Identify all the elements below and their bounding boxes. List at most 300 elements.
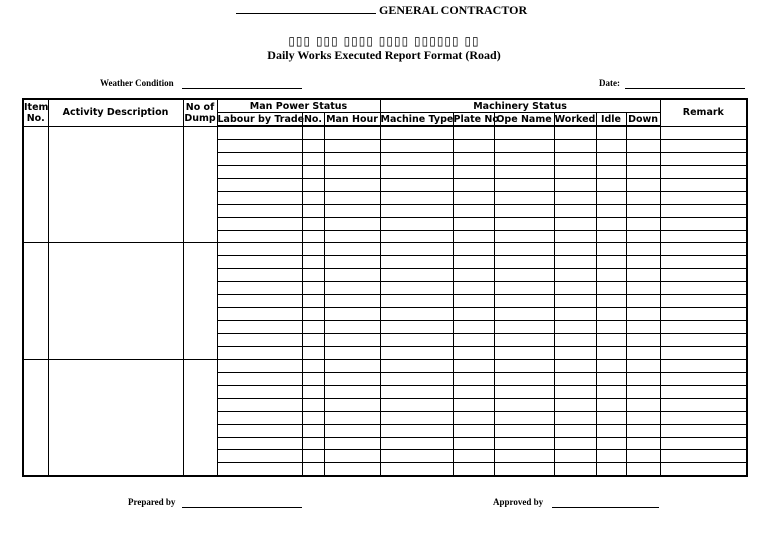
man-hour-cell[interactable] bbox=[324, 295, 380, 308]
labour-cell[interactable] bbox=[217, 191, 302, 204]
labour-cell[interactable] bbox=[217, 450, 302, 463]
machine-type-cell[interactable] bbox=[380, 217, 453, 230]
labour-cell[interactable] bbox=[217, 424, 302, 437]
man-count-cell[interactable] bbox=[302, 126, 324, 139]
machine-type-cell[interactable] bbox=[380, 463, 453, 476]
plate-no-cell[interactable] bbox=[453, 230, 494, 243]
idle-cell[interactable] bbox=[596, 424, 626, 437]
man-count-cell[interactable] bbox=[302, 321, 324, 334]
operator-name-cell[interactable] bbox=[494, 411, 554, 424]
operator-name-cell[interactable] bbox=[494, 321, 554, 334]
man-hour-cell[interactable] bbox=[324, 450, 380, 463]
col-worked: Worked bbox=[554, 113, 596, 125]
down-cell[interactable] bbox=[626, 372, 660, 385]
plate-no-cell[interactable] bbox=[453, 191, 494, 204]
down-cell[interactable] bbox=[626, 359, 660, 372]
remark-cell[interactable] bbox=[660, 256, 747, 269]
man-hour-cell[interactable] bbox=[324, 269, 380, 282]
contractor-name-blank[interactable] bbox=[236, 3, 376, 14]
plate-no-cell[interactable] bbox=[453, 126, 494, 139]
idle-cell[interactable] bbox=[596, 126, 626, 139]
idle-cell[interactable] bbox=[596, 243, 626, 256]
labour-cell[interactable] bbox=[217, 126, 302, 139]
col-man-hour: Man Hour bbox=[324, 113, 380, 127]
operator-name-cell[interactable] bbox=[494, 346, 554, 359]
date-field[interactable] bbox=[625, 88, 745, 89]
no-of-dump-cell[interactable] bbox=[183, 359, 217, 476]
machine-type-cell[interactable] bbox=[380, 178, 453, 191]
worked-cell[interactable] bbox=[554, 217, 596, 230]
down-cell[interactable] bbox=[626, 437, 660, 450]
worked-cell[interactable] bbox=[554, 334, 596, 347]
machine-type-cell[interactable] bbox=[380, 152, 453, 165]
plate-no-cell[interactable] bbox=[453, 359, 494, 372]
machine-type-cell[interactable] bbox=[380, 372, 453, 385]
report-title: Daily Works Executed Report Format (Road) bbox=[267, 48, 501, 62]
worked-cell[interactable] bbox=[554, 256, 596, 269]
activity-description-cell[interactable] bbox=[48, 126, 183, 243]
worked-cell[interactable] bbox=[554, 411, 596, 424]
labour-cell[interactable] bbox=[217, 437, 302, 450]
man-count-cell[interactable] bbox=[302, 204, 324, 217]
man-count-cell[interactable] bbox=[302, 282, 324, 295]
labour-cell[interactable] bbox=[217, 204, 302, 217]
machine-type-cell[interactable] bbox=[380, 450, 453, 463]
remark-cell[interactable] bbox=[660, 282, 747, 295]
worked-cell[interactable] bbox=[554, 178, 596, 191]
idle-cell[interactable] bbox=[596, 139, 626, 152]
down-cell[interactable] bbox=[626, 230, 660, 243]
table-row bbox=[23, 243, 747, 256]
idle-cell[interactable] bbox=[596, 398, 626, 411]
man-hour-cell[interactable] bbox=[324, 230, 380, 243]
col-machine-type: Machine Type bbox=[380, 113, 454, 125]
man-hour-cell[interactable] bbox=[324, 437, 380, 450]
operator-name-cell[interactable] bbox=[494, 437, 554, 450]
down-cell[interactable] bbox=[626, 308, 660, 321]
man-count-cell[interactable] bbox=[302, 295, 324, 308]
operator-name-cell[interactable] bbox=[494, 372, 554, 385]
machine-type-cell[interactable] bbox=[380, 346, 453, 359]
worked-cell[interactable] bbox=[554, 126, 596, 139]
man-count-cell[interactable] bbox=[302, 463, 324, 476]
machine-type-cell[interactable] bbox=[380, 385, 453, 398]
man-count-cell[interactable] bbox=[302, 269, 324, 282]
operator-name-cell[interactable] bbox=[494, 398, 554, 411]
labour-cell[interactable] bbox=[217, 398, 302, 411]
labour-cell[interactable] bbox=[217, 282, 302, 295]
idle-cell[interactable] bbox=[596, 152, 626, 165]
worked-cell[interactable] bbox=[554, 321, 596, 334]
remark-cell[interactable] bbox=[660, 450, 747, 463]
man-hour-cell[interactable] bbox=[324, 321, 380, 334]
worked-cell[interactable] bbox=[554, 204, 596, 217]
down-cell[interactable] bbox=[626, 282, 660, 295]
plate-no-cell[interactable] bbox=[453, 437, 494, 450]
man-hour-cell[interactable] bbox=[324, 217, 380, 230]
machine-type-cell[interactable] bbox=[380, 308, 453, 321]
plate-no-cell[interactable] bbox=[453, 463, 494, 476]
machine-type-cell[interactable] bbox=[380, 165, 453, 178]
man-count-cell[interactable] bbox=[302, 450, 324, 463]
worked-cell[interactable] bbox=[554, 295, 596, 308]
idle-cell[interactable] bbox=[596, 269, 626, 282]
plate-no-cell[interactable] bbox=[453, 295, 494, 308]
table-body bbox=[23, 126, 747, 476]
plate-no-cell[interactable] bbox=[453, 398, 494, 411]
down-cell[interactable] bbox=[626, 295, 660, 308]
machine-type-cell[interactable] bbox=[380, 334, 453, 347]
remark-cell[interactable] bbox=[660, 372, 747, 385]
down-cell[interactable] bbox=[626, 450, 660, 463]
labour-cell[interactable] bbox=[217, 230, 302, 243]
man-count-cell[interactable] bbox=[302, 165, 324, 178]
operator-name-cell[interactable] bbox=[494, 463, 554, 476]
operator-name-cell[interactable] bbox=[494, 165, 554, 178]
item-no-cell[interactable] bbox=[23, 243, 48, 359]
worked-cell[interactable] bbox=[554, 308, 596, 321]
machine-type-cell[interactable] bbox=[380, 282, 453, 295]
plate-no-cell[interactable] bbox=[453, 321, 494, 334]
remark-cell[interactable] bbox=[660, 385, 747, 398]
idle-cell[interactable] bbox=[596, 321, 626, 334]
item-no-cell[interactable] bbox=[23, 359, 48, 476]
machine-type-cell[interactable] bbox=[380, 243, 453, 256]
down-cell[interactable] bbox=[626, 411, 660, 424]
prepared-by-field[interactable] bbox=[182, 507, 302, 508]
idle-cell[interactable] bbox=[596, 282, 626, 295]
remark-cell[interactable] bbox=[660, 295, 747, 308]
remark-cell[interactable] bbox=[660, 334, 747, 347]
idle-cell[interactable] bbox=[596, 256, 626, 269]
operator-name-cell[interactable] bbox=[494, 256, 554, 269]
remark-cell[interactable] bbox=[660, 217, 747, 230]
man-hour-cell[interactable] bbox=[324, 204, 380, 217]
machine-type-cell[interactable] bbox=[380, 204, 453, 217]
plate-no-cell[interactable] bbox=[453, 346, 494, 359]
plate-no-cell[interactable] bbox=[453, 165, 494, 178]
man-hour-cell[interactable] bbox=[324, 346, 380, 359]
col-plate-no: Plate No bbox=[453, 113, 499, 125]
man-count-cell[interactable] bbox=[302, 385, 324, 398]
down-cell[interactable] bbox=[626, 334, 660, 347]
col-remark: Remark bbox=[660, 99, 747, 126]
down-cell[interactable] bbox=[626, 424, 660, 437]
down-cell[interactable] bbox=[626, 217, 660, 230]
worked-cell[interactable] bbox=[554, 269, 596, 282]
remark-cell[interactable] bbox=[660, 269, 747, 282]
operator-name-cell[interactable] bbox=[494, 295, 554, 308]
idle-cell[interactable] bbox=[596, 463, 626, 476]
item-no-cell[interactable] bbox=[23, 126, 48, 243]
labour-cell[interactable] bbox=[217, 256, 302, 269]
works-report-table bbox=[22, 98, 748, 477]
worked-cell[interactable] bbox=[554, 346, 596, 359]
man-hour-cell[interactable] bbox=[324, 126, 380, 139]
idle-cell[interactable] bbox=[596, 334, 626, 347]
man-count-cell[interactable] bbox=[302, 372, 324, 385]
worked-cell[interactable] bbox=[554, 463, 596, 476]
idle-cell[interactable] bbox=[596, 204, 626, 217]
worked-cell[interactable] bbox=[554, 359, 596, 372]
idle-cell[interactable] bbox=[596, 411, 626, 424]
machine-type-cell[interactable] bbox=[380, 321, 453, 334]
down-cell[interactable] bbox=[626, 139, 660, 152]
labour-cell[interactable] bbox=[217, 295, 302, 308]
labour-cell[interactable] bbox=[217, 269, 302, 282]
man-hour-cell[interactable] bbox=[324, 334, 380, 347]
labour-cell[interactable] bbox=[217, 334, 302, 347]
labour-cell[interactable] bbox=[217, 359, 302, 372]
man-hour-cell[interactable] bbox=[324, 398, 380, 411]
machine-type-cell[interactable] bbox=[380, 126, 453, 139]
man-count-cell[interactable] bbox=[302, 398, 324, 411]
machine-type-cell[interactable] bbox=[380, 139, 453, 152]
worked-cell[interactable] bbox=[554, 165, 596, 178]
idle-cell[interactable] bbox=[596, 230, 626, 243]
plate-no-cell[interactable] bbox=[453, 269, 494, 282]
remark-cell[interactable] bbox=[660, 178, 747, 191]
table-row bbox=[23, 126, 747, 139]
plate-no-cell[interactable] bbox=[453, 243, 494, 256]
operator-name-cell[interactable] bbox=[494, 308, 554, 321]
man-hour-cell[interactable] bbox=[324, 178, 380, 191]
down-cell[interactable] bbox=[626, 269, 660, 282]
remark-cell[interactable] bbox=[660, 243, 747, 256]
plate-no-cell[interactable] bbox=[453, 450, 494, 463]
down-cell[interactable] bbox=[626, 126, 660, 139]
down-cell[interactable] bbox=[626, 243, 660, 256]
plate-no-cell[interactable] bbox=[453, 217, 494, 230]
approved-by-field[interactable] bbox=[552, 507, 659, 508]
remark-cell[interactable] bbox=[660, 126, 747, 139]
machine-type-cell[interactable] bbox=[380, 437, 453, 450]
plate-no-cell[interactable] bbox=[453, 334, 494, 347]
operator-name-cell[interactable] bbox=[494, 178, 554, 191]
plate-no-cell[interactable] bbox=[453, 372, 494, 385]
machine-type-cell[interactable] bbox=[380, 411, 453, 424]
labour-cell[interactable] bbox=[217, 178, 302, 191]
man-hour-cell[interactable] bbox=[324, 152, 380, 165]
man-hour-cell[interactable] bbox=[324, 191, 380, 204]
plate-no-cell[interactable] bbox=[453, 204, 494, 217]
operator-name-cell[interactable] bbox=[494, 269, 554, 282]
machine-type-cell[interactable] bbox=[380, 359, 453, 372]
remark-cell[interactable] bbox=[660, 359, 747, 372]
machine-type-cell[interactable] bbox=[380, 398, 453, 411]
operator-name-cell[interactable] bbox=[494, 450, 554, 463]
man-count-cell[interactable] bbox=[302, 424, 324, 437]
remark-cell[interactable] bbox=[660, 230, 747, 243]
man-hour-cell[interactable] bbox=[324, 385, 380, 398]
worked-cell[interactable] bbox=[554, 230, 596, 243]
worked-cell[interactable] bbox=[554, 372, 596, 385]
man-hour-cell[interactable] bbox=[324, 256, 380, 269]
plate-no-cell[interactable] bbox=[453, 152, 494, 165]
idle-cell[interactable] bbox=[596, 437, 626, 450]
remark-cell[interactable] bbox=[660, 424, 747, 437]
labour-cell[interactable] bbox=[217, 152, 302, 165]
remark-cell[interactable] bbox=[660, 308, 747, 321]
man-count-cell[interactable] bbox=[302, 346, 324, 359]
operator-name-cell[interactable] bbox=[494, 204, 554, 217]
idle-cell[interactable] bbox=[596, 372, 626, 385]
man-count-cell[interactable] bbox=[302, 308, 324, 321]
worked-cell[interactable] bbox=[554, 437, 596, 450]
man-hour-cell[interactable] bbox=[324, 139, 380, 152]
remark-cell[interactable] bbox=[660, 204, 747, 217]
machine-type-cell[interactable] bbox=[380, 191, 453, 204]
down-cell[interactable] bbox=[626, 256, 660, 269]
man-count-cell[interactable] bbox=[302, 178, 324, 191]
worked-cell[interactable] bbox=[554, 243, 596, 256]
group-man-power-status: Man Power Status bbox=[217, 99, 380, 113]
man-count-cell[interactable] bbox=[302, 411, 324, 424]
worked-cell[interactable] bbox=[554, 152, 596, 165]
labour-cell[interactable] bbox=[217, 308, 302, 321]
operator-name-cell[interactable] bbox=[494, 126, 554, 139]
machine-type-cell[interactable] bbox=[380, 230, 453, 243]
idle-cell[interactable] bbox=[596, 191, 626, 204]
operator-name-cell[interactable] bbox=[494, 243, 554, 256]
remark-cell[interactable] bbox=[660, 191, 747, 204]
idle-cell[interactable] bbox=[596, 346, 626, 359]
remark-cell[interactable] bbox=[660, 411, 747, 424]
labour-cell[interactable] bbox=[217, 243, 302, 256]
man-hour-cell[interactable] bbox=[324, 165, 380, 178]
labour-cell[interactable] bbox=[217, 346, 302, 359]
idle-cell[interactable] bbox=[596, 308, 626, 321]
down-cell[interactable] bbox=[626, 463, 660, 476]
man-count-cell[interactable] bbox=[302, 217, 324, 230]
down-cell[interactable] bbox=[626, 321, 660, 334]
worked-cell[interactable] bbox=[554, 385, 596, 398]
plate-no-cell[interactable] bbox=[453, 308, 494, 321]
labour-cell[interactable] bbox=[217, 385, 302, 398]
col-idle: Idle bbox=[596, 113, 626, 127]
labour-cell[interactable] bbox=[217, 165, 302, 178]
man-hour-cell[interactable] bbox=[324, 463, 380, 476]
labour-cell[interactable] bbox=[217, 139, 302, 152]
man-count-cell[interactable] bbox=[302, 243, 324, 256]
idle-cell[interactable] bbox=[596, 295, 626, 308]
man-count-cell[interactable] bbox=[302, 359, 324, 372]
labour-cell[interactable] bbox=[217, 321, 302, 334]
man-hour-cell[interactable] bbox=[324, 282, 380, 295]
weather-condition-field[interactable] bbox=[182, 88, 302, 89]
no-of-dump-cell[interactable] bbox=[183, 126, 217, 243]
plate-no-cell[interactable] bbox=[453, 282, 494, 295]
plate-no-cell[interactable] bbox=[453, 139, 494, 152]
man-count-cell[interactable] bbox=[302, 230, 324, 243]
remark-cell[interactable] bbox=[660, 398, 747, 411]
remark-cell[interactable] bbox=[660, 321, 747, 334]
man-count-cell[interactable] bbox=[302, 191, 324, 204]
idle-cell[interactable] bbox=[596, 217, 626, 230]
plate-no-cell[interactable] bbox=[453, 178, 494, 191]
man-hour-cell[interactable] bbox=[324, 308, 380, 321]
worked-cell[interactable] bbox=[554, 450, 596, 463]
activity-description-cell[interactable] bbox=[48, 243, 183, 359]
operator-name-cell[interactable] bbox=[494, 282, 554, 295]
machine-type-cell[interactable] bbox=[380, 269, 453, 282]
man-count-cell[interactable] bbox=[302, 437, 324, 450]
plate-no-cell[interactable] bbox=[453, 411, 494, 424]
man-count-cell[interactable] bbox=[302, 139, 324, 152]
worked-cell[interactable] bbox=[554, 398, 596, 411]
machine-type-cell[interactable] bbox=[380, 295, 453, 308]
operator-name-cell[interactable] bbox=[494, 139, 554, 152]
down-cell[interactable] bbox=[626, 346, 660, 359]
plate-no-cell[interactable] bbox=[453, 385, 494, 398]
down-cell[interactable] bbox=[626, 152, 660, 165]
worked-cell[interactable] bbox=[554, 191, 596, 204]
remark-cell[interactable] bbox=[660, 463, 747, 476]
labour-cell[interactable] bbox=[217, 372, 302, 385]
remark-cell[interactable] bbox=[660, 165, 747, 178]
operator-name-cell[interactable] bbox=[494, 359, 554, 372]
man-hour-cell[interactable] bbox=[324, 411, 380, 424]
remark-cell[interactable] bbox=[660, 139, 747, 152]
idle-cell[interactable] bbox=[596, 165, 626, 178]
col-labour-by-trade: Labour by Trade bbox=[217, 113, 305, 125]
labour-cell[interactable] bbox=[217, 463, 302, 476]
man-hour-cell[interactable] bbox=[324, 372, 380, 385]
down-cell[interactable] bbox=[626, 191, 660, 204]
remark-cell[interactable] bbox=[660, 437, 747, 450]
machine-type-cell[interactable] bbox=[380, 424, 453, 437]
no-of-dump-cell[interactable] bbox=[183, 243, 217, 359]
down-cell[interactable] bbox=[626, 165, 660, 178]
operator-name-cell[interactable] bbox=[494, 334, 554, 347]
down-cell[interactable] bbox=[626, 204, 660, 217]
idle-cell[interactable] bbox=[596, 359, 626, 372]
down-cell[interactable] bbox=[626, 178, 660, 191]
operator-name-cell[interactable] bbox=[494, 385, 554, 398]
idle-cell[interactable] bbox=[596, 178, 626, 191]
operator-name-cell[interactable] bbox=[494, 152, 554, 165]
operator-name-cell[interactable] bbox=[494, 217, 554, 230]
remark-cell[interactable] bbox=[660, 152, 747, 165]
plate-no-cell[interactable] bbox=[453, 256, 494, 269]
down-cell[interactable] bbox=[626, 385, 660, 398]
remark-cell[interactable] bbox=[660, 346, 747, 359]
prepared-by-label: Prepared by bbox=[128, 497, 176, 507]
activity-description-cell[interactable] bbox=[48, 359, 183, 476]
worked-cell[interactable] bbox=[554, 424, 596, 437]
man-hour-cell[interactable] bbox=[324, 424, 380, 437]
labour-cell[interactable] bbox=[217, 217, 302, 230]
plate-no-cell[interactable] bbox=[453, 424, 494, 437]
man-hour-cell[interactable] bbox=[324, 359, 380, 372]
idle-cell[interactable] bbox=[596, 450, 626, 463]
man-count-cell[interactable] bbox=[302, 334, 324, 347]
worked-cell[interactable] bbox=[554, 282, 596, 295]
date-label: Date: bbox=[599, 78, 620, 88]
idle-cell[interactable] bbox=[596, 385, 626, 398]
worked-cell[interactable] bbox=[554, 139, 596, 152]
labour-cell[interactable] bbox=[217, 411, 302, 424]
operator-name-cell[interactable] bbox=[494, 230, 554, 243]
machine-type-cell[interactable] bbox=[380, 256, 453, 269]
man-count-cell[interactable] bbox=[302, 256, 324, 269]
weather-condition-label: Weather Condition bbox=[100, 78, 174, 88]
down-cell[interactable] bbox=[626, 398, 660, 411]
man-count-cell[interactable] bbox=[302, 152, 324, 165]
man-hour-cell[interactable] bbox=[324, 243, 380, 256]
operator-name-cell[interactable] bbox=[494, 424, 554, 437]
operator-name-cell[interactable] bbox=[494, 191, 554, 204]
